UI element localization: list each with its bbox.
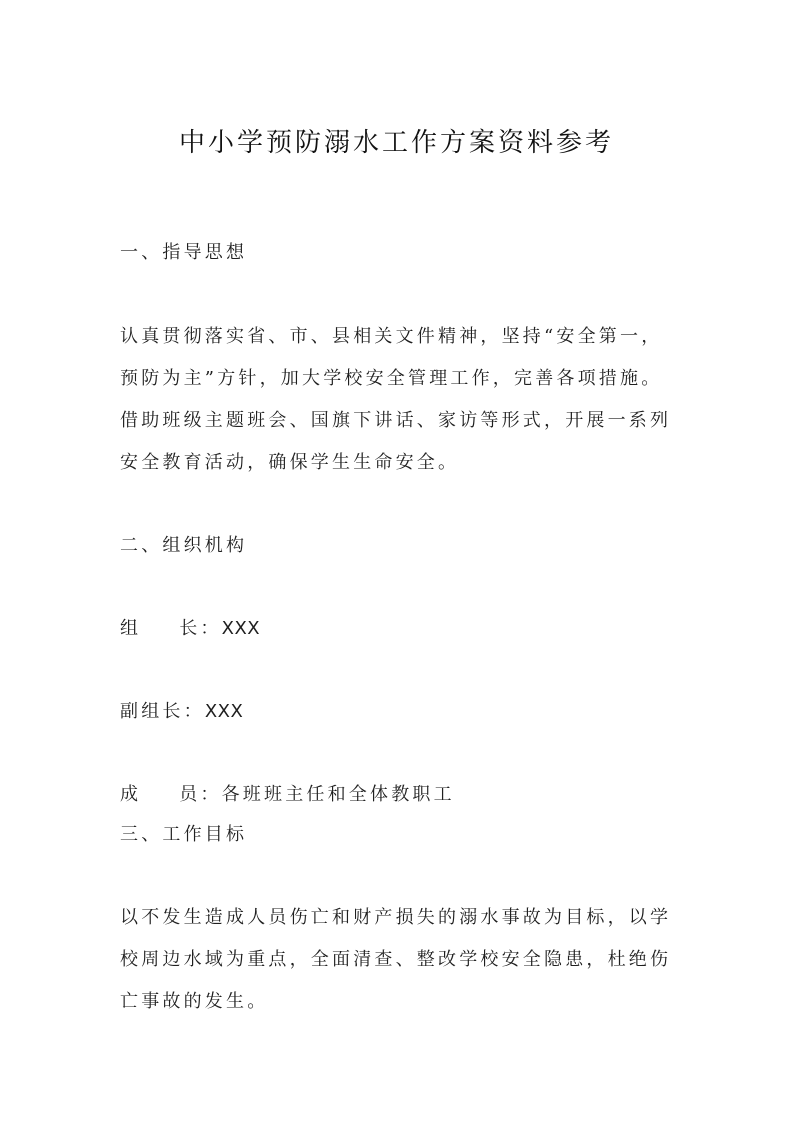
section-heading-organization: 二、组织机构 (120, 535, 248, 556)
document-title: 中小学预防溺水工作方案资料参考 (178, 128, 614, 158)
leader-label-part1: 组 (120, 618, 142, 639)
member-value: 各班班主任和全体教职工 (221, 784, 455, 805)
paragraph-line: 预防为主”方针，加大学校安全管理工作，完善各项措施。 (120, 368, 663, 389)
section-heading-work-goals: 三、工作目标 (120, 824, 248, 845)
member-label-part1: 成 (120, 784, 142, 805)
leader-label-part2: 长： (179, 618, 222, 639)
members-row (120, 783, 455, 807)
leader-row (120, 617, 260, 641)
member-label-part2: 员： (179, 784, 222, 805)
paragraph-line: 认真贯彻落实省、市、县相关文件精神，坚持“安全第一， (120, 326, 663, 347)
deputy-label: 副组长： (120, 701, 205, 722)
paragraph-line: 借助班级主题班会、国旗下讲话、家访等形式，开展一系列 (120, 410, 672, 431)
paragraph-line: 校周边水域为重点，全面清查、整改学校安全隐患，杜绝伤 (120, 949, 672, 970)
deputy-leader-row (120, 700, 243, 724)
paragraph-line: 安全教育活动，确保学生生命安全。 (120, 452, 460, 473)
deputy-value: XXX (204, 701, 244, 722)
section-heading-guiding-ideology: 一、指导思想 (120, 242, 248, 263)
paragraph-line: 以不发生造成人员伤亡和财产损失的溺水事故为目标，以学 (120, 907, 672, 928)
leader-value: XXX (221, 618, 261, 639)
paragraph-line: 亡事故的发生。 (120, 991, 269, 1012)
